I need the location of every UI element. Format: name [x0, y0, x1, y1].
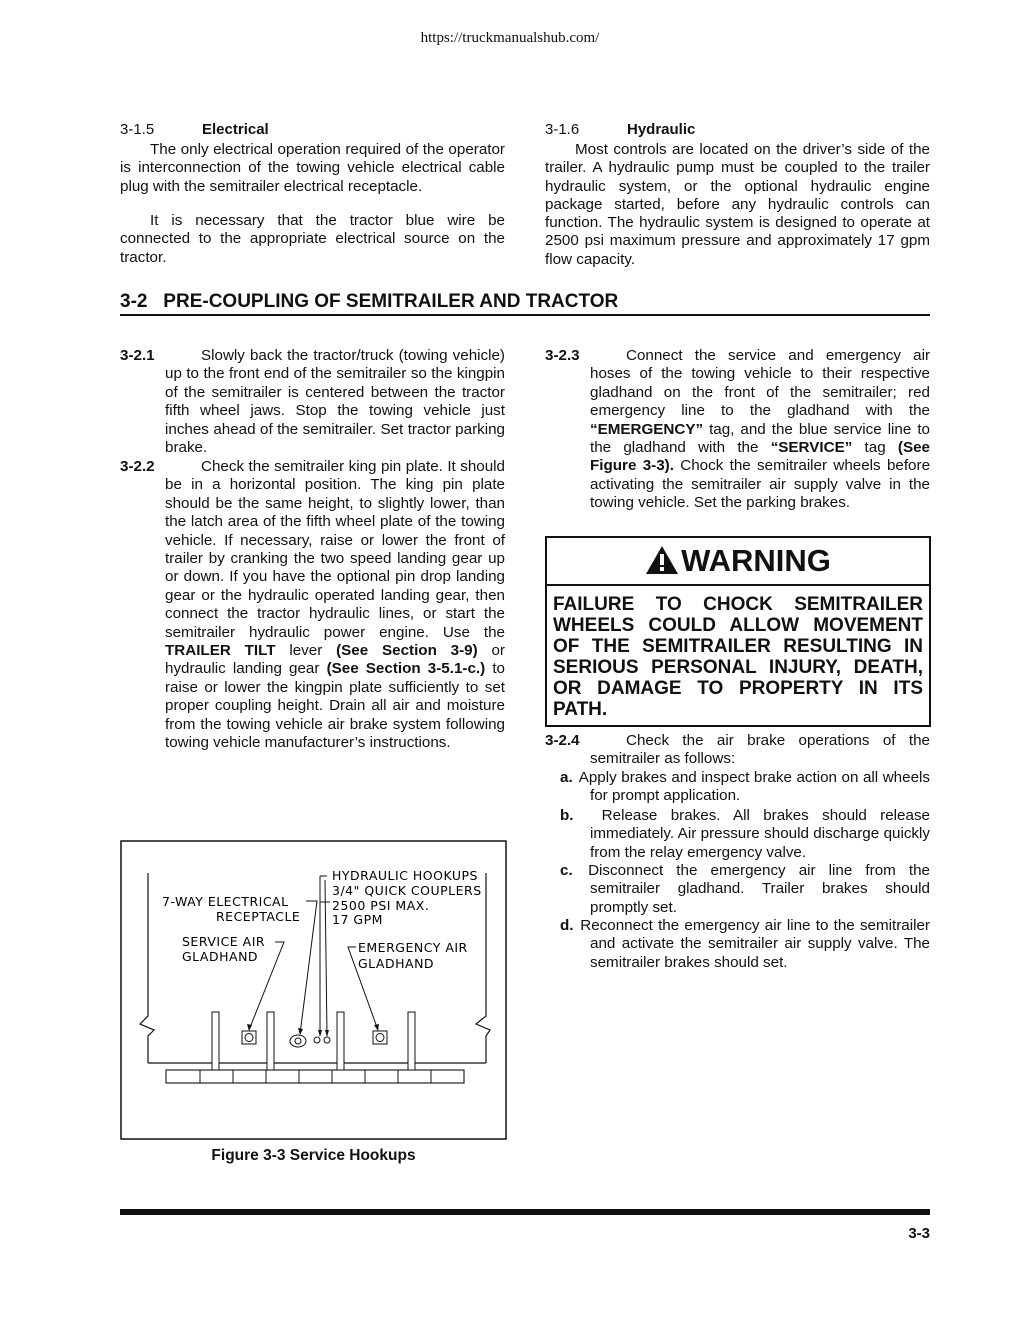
- hydraulic-label-4: 17 GPM: [332, 912, 383, 927]
- step-text-part: tag: [852, 439, 898, 457]
- trailer-tilt-emphasis: TRAILER TILT: [165, 642, 276, 660]
- step-text: [165, 458, 505, 753]
- step-text-part: tag, and the blue service line to the gladhand with the: [590, 420, 930, 457]
- substep-text: Release brakes. All brakes should release immediately. Air pressure should discharge quickly from the relay emergency valve.: [590, 807, 930, 861]
- electrical-label-2: RECEPTACLE: [216, 909, 301, 924]
- heading-rule: [120, 314, 930, 316]
- emergency-tag: “EMERGENCY”: [590, 420, 704, 438]
- service-hookups-figure: [120, 840, 507, 1140]
- step-3-2-4: [545, 732, 930, 772]
- warning-text: FAILURE TO CHOCK SEMITRAILER WHEELS COULD ALLOW MOVEMENT OF THE SEMITRAILER RESULTING IN SERIOUS PERSONAL INJURY, DEATH, OR DAMAGE TO PROPERTY IN ITS PATH.: [553, 594, 923, 720]
- service-tag: “SERVICE”: [770, 439, 853, 457]
- electrical-label-1: 7-WAY ELECTRICAL: [162, 894, 289, 909]
- hydraulic-label-3: 2500 PSI MAX.: [332, 898, 430, 913]
- warning-header: [547, 538, 929, 586]
- step-3-2-3: [545, 347, 930, 532]
- section-3-1-5-heading: [120, 121, 269, 138]
- step-number: 3-2.1: [120, 347, 155, 364]
- step-text: Slowly back the tractor/truck (towing vehicle) up to the front end of the semitrailer so the kingpin of the semitrailer is centered between the tractor fifth wheel jaws. Stop the towing vehicle just inches ahead of the semitrailer. Set tractor parking brake.: [165, 347, 505, 457]
- section-title: Hydraulic: [627, 121, 696, 138]
- step-text-part: or hydraulic landing gear: [165, 642, 505, 678]
- section-number: 3-1.6: [545, 121, 580, 138]
- footer-rule: [120, 1209, 930, 1215]
- substep-text: Reconnect the emergency air line to the semitrailer and activate the semitrailer air supply valve. The semitrailer brakes should set.: [580, 917, 930, 971]
- substep-d: d. Reconnect the emergency air line to the semitrailer and activate the semitrailer air supply valve. The semitrailer brakes should set.: [560, 917, 930, 971]
- step-number: 3-2.2: [120, 458, 155, 475]
- figure-reference: (See Figure 3-3).: [590, 439, 930, 475]
- step-number: 3-2.3: [545, 347, 580, 364]
- step-text: [590, 347, 930, 513]
- section-3-1-6-heading: [545, 121, 695, 138]
- step-text: Check the air brake operations of the semitrailer as follows:: [590, 732, 930, 768]
- source-url: https://truckmanualshub.com/: [420, 30, 600, 46]
- warning-triangle-icon: [645, 545, 679, 575]
- electrical-paragraph-1: The only electrical operation required of the operator is interconnection of the towing vehicle electrical cable plug with the semitrailer electrical receptacle.: [120, 141, 505, 195]
- step-text-part: Connect the service and emergency air hoses of the towing vehicle to their respective gladhand on the front of the semitrailer; red emergency line to the gladhand with the: [590, 347, 930, 420]
- hydraulic-paragraph: Most controls are located on the driver’s side of the trailer. A hydraulic pump must be coupled to the trailer hydraulic system, or the optional hydraulic engine package started, before any hydraulic controls can function. The hydraulic system is designed to operate at 2500 psi maximum pressure and approximately 17 gpm flow capacity.: [545, 141, 930, 268]
- step-3-2-1: [120, 347, 505, 457]
- step-text-part: Chock the semitrailer wheels before activating the semitrailer air supply valve in the towing vehicle. Set the parking brakes.: [590, 457, 931, 512]
- section-reference: (See Section 3-5.1-c.): [326, 660, 486, 678]
- section-3-2-heading: 3-2 PRE-COUPLING OF SEMITRAILER AND TRACTOR: [120, 291, 619, 312]
- section-number: 3-1.5: [120, 121, 155, 138]
- substep-b: b. Release brakes. All brakes should release immediately. Air pressure should discharge quickly from the relay emergency valve.: [560, 807, 930, 861]
- hydraulic-label-2: 3/4" QUICK COUPLERS: [332, 883, 482, 898]
- electrical-paragraph-2: It is necessary that the tractor blue wire be connected to the appropriate electrical source on the tractor.: [120, 212, 505, 266]
- step-3-2-2: [120, 458, 505, 798]
- hydraulic-label-1: HYDRAULIC HOOKUPS: [332, 868, 478, 883]
- step-number: 3-2.4: [545, 732, 580, 749]
- substep-c: c. Disconnect the emergency air line from the semitrailer gladhand. Trailer brakes should promptly set.: [560, 862, 930, 916]
- warning-box: [545, 536, 931, 727]
- section-reference: (See Section 3-9): [336, 642, 478, 660]
- step-text-part: lever: [275, 642, 337, 660]
- emergency-air-label-2: GLADHAND: [358, 956, 435, 971]
- service-air-label-1: SERVICE AIR: [182, 934, 266, 949]
- service-air-label-2: GLADHAND: [182, 949, 259, 964]
- substep-text: Apply brakes and inspect brake action on all wheels for prompt application.: [578, 769, 930, 805]
- substep-a: a. Apply brakes and inspect brake action on all wheels for prompt application.: [560, 769, 930, 805]
- substep-text: Disconnect the emergency air line from the semitrailer gladhand. Trailer brakes should promptly set.: [588, 862, 930, 916]
- step-text-part: Check the semitrailer king pin plate. It should be in a horizontal position. The king pin plate should be the same height, to slightly lower, than the latch area of the fifth wheel plate of the towing vehicle. If necessary, raise or lower the front of trailer by cranking the two speed landing gear up or down. If you have the optional pin drop landing gear or the hydraulic operated landing gear, then connect the tractor hydraulic lines, or start the semitrailer hydraulic power engine. Use the: [165, 458, 505, 641]
- emergency-air-label-1: EMERGENCY AIR: [358, 940, 468, 955]
- warning-title: WARNING: [681, 543, 831, 578]
- step-text-part: to raise or lower the kingpin plate sufficiently to set proper coupling height. Drain all air and moisture from the towing vehicle air brake system following towing vehicle manufacturer’s instructions.: [165, 660, 505, 752]
- figure-caption: Figure 3-3 Service Hookups: [211, 1147, 416, 1164]
- page-number: 3-3: [908, 1225, 930, 1242]
- section-title: Electrical: [202, 121, 269, 138]
